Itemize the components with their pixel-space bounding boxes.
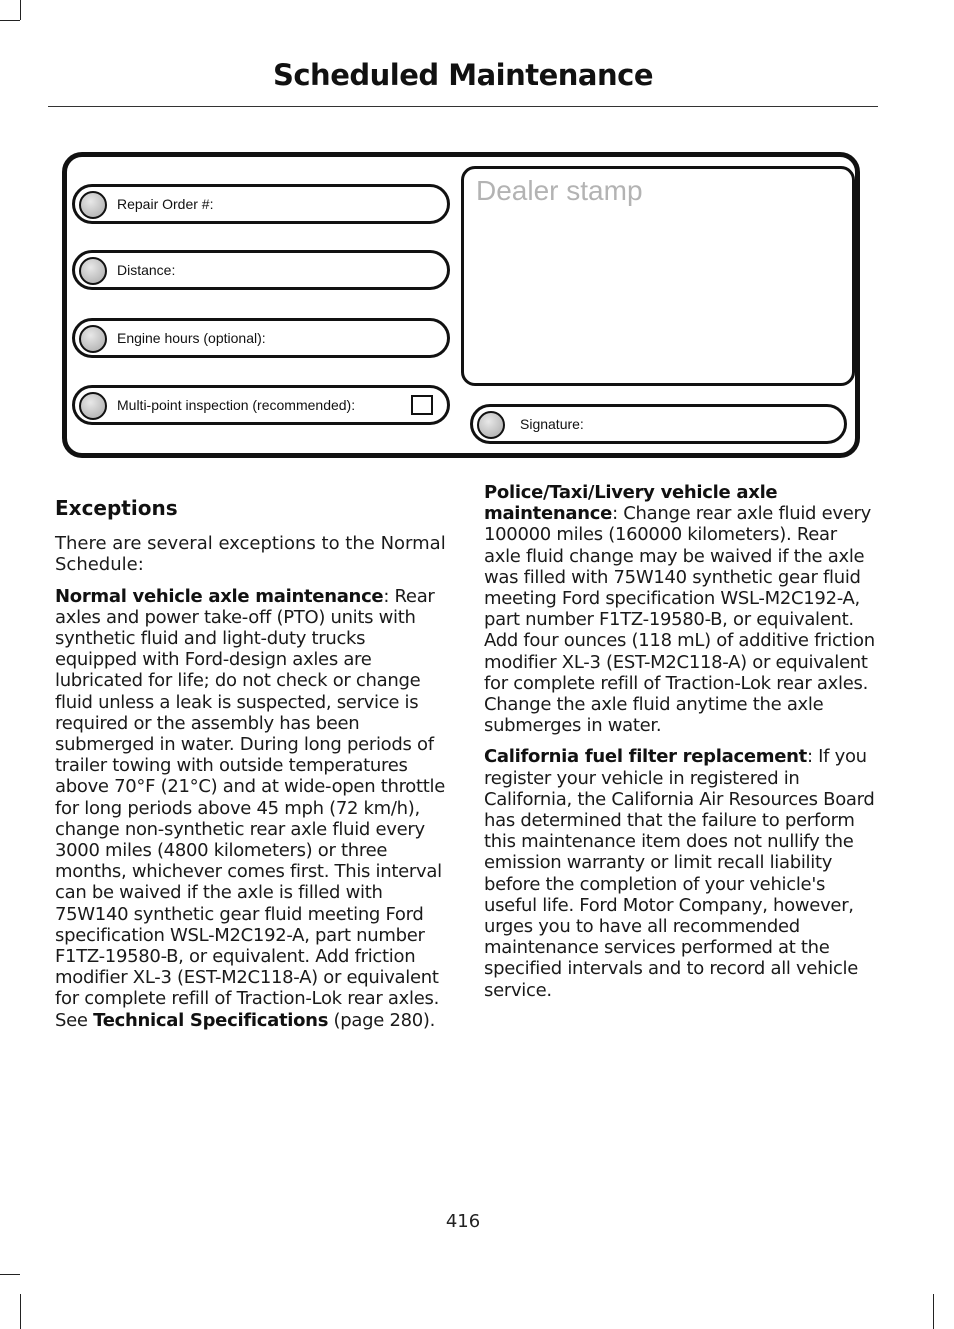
police-axle-text: : Change rear axle fluid every 100000 miles (160000 kilometers). Rear axle fluid change may be waived if the axle was filled with 75W140 synthetic gear fluid meeting Ford specification WSL-M2C192-A, part number F1TZ-19580-B, or equivalent. Add four ounces (118 mL) of additive friction modifier XL-3 (EST-M2C118-A) or equivalent for complete refill of Traction-Lok rear axles. Change the axle fluid anytime the axle submerges in water. — [484, 503, 875, 737]
circle-marker-icon — [477, 411, 505, 439]
right-column — [484, 482, 876, 1011]
repair-order-label: Repair Order #: — [117, 196, 214, 212]
crop-mark-bottom-left-v — [20, 1294, 21, 1329]
crop-mark-bottom-right-v — [933, 1294, 934, 1329]
page-number: 416 — [445, 1211, 481, 1232]
crop-mark-top-left-v — [20, 0, 21, 20]
circle-marker-icon — [79, 325, 107, 353]
circle-marker-icon — [79, 191, 107, 219]
police-axle-paragraph — [484, 482, 876, 736]
page-title: Scheduled Maintenance — [272, 58, 654, 92]
california-fuel-filter-paragraph — [484, 746, 876, 1000]
multipoint-inspection-checkbox[interactable] — [411, 395, 433, 415]
circle-marker-icon — [79, 257, 107, 285]
police-axle-title: Police/Taxi/Livery vehicle axle maintenance — [484, 482, 778, 525]
multipoint-inspection-label: Multi-point inspection (recommended): — [117, 397, 356, 413]
normal-axle-title: Normal vehicle axle maintenance — [55, 585, 384, 607]
exceptions-intro: There are several exceptions to the Normal Schedule: — [55, 533, 446, 576]
multipoint-inspection-field[interactable] — [72, 385, 450, 425]
normal-axle-text: : Rear axles and power take-off (PTO) units with synthetic fluid and light-duty trucks equipped with Ford-design axles are lubricated for life; do not check or change fluid unless a leak is suspected, service is required or the assembly has been submerged in water. During long periods of trailer towing with outside temperatures above 70°F (21°C) and at wide-open throttle for long periods above 45 mph (72 km/h), change non-synthetic rear axle fluid every 3000 miles (4800 kilometers) or three months, whichever comes first. This interval can be waived if the axle is filled with 75W140 synthetic gear fluid meeting Ford specification WSL-M2C192-A, part number F1TZ-19580-B, or equivalent. Add friction modifier XL-3 (EST-M2C118-A) or equivalent for complete refill of Traction-Lok rear axles. See — [55, 585, 445, 1031]
title-divider — [48, 106, 878, 107]
repair-order-field[interactable] — [72, 184, 450, 224]
signature-label: Signature: — [520, 416, 584, 432]
crop-mark-bottom-left-h — [0, 1274, 20, 1275]
engine-hours-field[interactable] — [72, 318, 450, 358]
california-fuel-filter-title: California fuel filter replacement — [484, 746, 807, 768]
exceptions-heading: Exceptions — [55, 496, 178, 520]
signature-field[interactable] — [470, 404, 847, 444]
technical-specifications-link[interactable]: Technical Specifications — [93, 1009, 329, 1031]
crop-mark-top-left-h — [0, 20, 20, 21]
engine-hours-label: Engine hours (optional): — [117, 330, 266, 346]
distance-field[interactable] — [72, 250, 450, 290]
normal-axle-paragraph — [55, 586, 447, 1031]
circle-marker-icon — [79, 392, 107, 420]
distance-label: Distance: — [117, 262, 176, 278]
dealer-stamp-area — [461, 166, 855, 386]
technical-specifications-page: (page 280). — [328, 1009, 436, 1031]
dealer-stamp-label: Dealer stamp — [476, 175, 643, 206]
california-fuel-filter-text: : If you register your vehicle in registered in California, the California Air Resources Board has determined that the failure to perform this maintenance item does not nullify the emission warranty or limit recall liability before the completion of your vehicle's useful life. Ford Motor Company, however, urges you to have all recommended maintenance services performed at the specified intervals and to record all vehicle service. — [484, 746, 875, 1001]
left-column — [55, 498, 447, 1041]
